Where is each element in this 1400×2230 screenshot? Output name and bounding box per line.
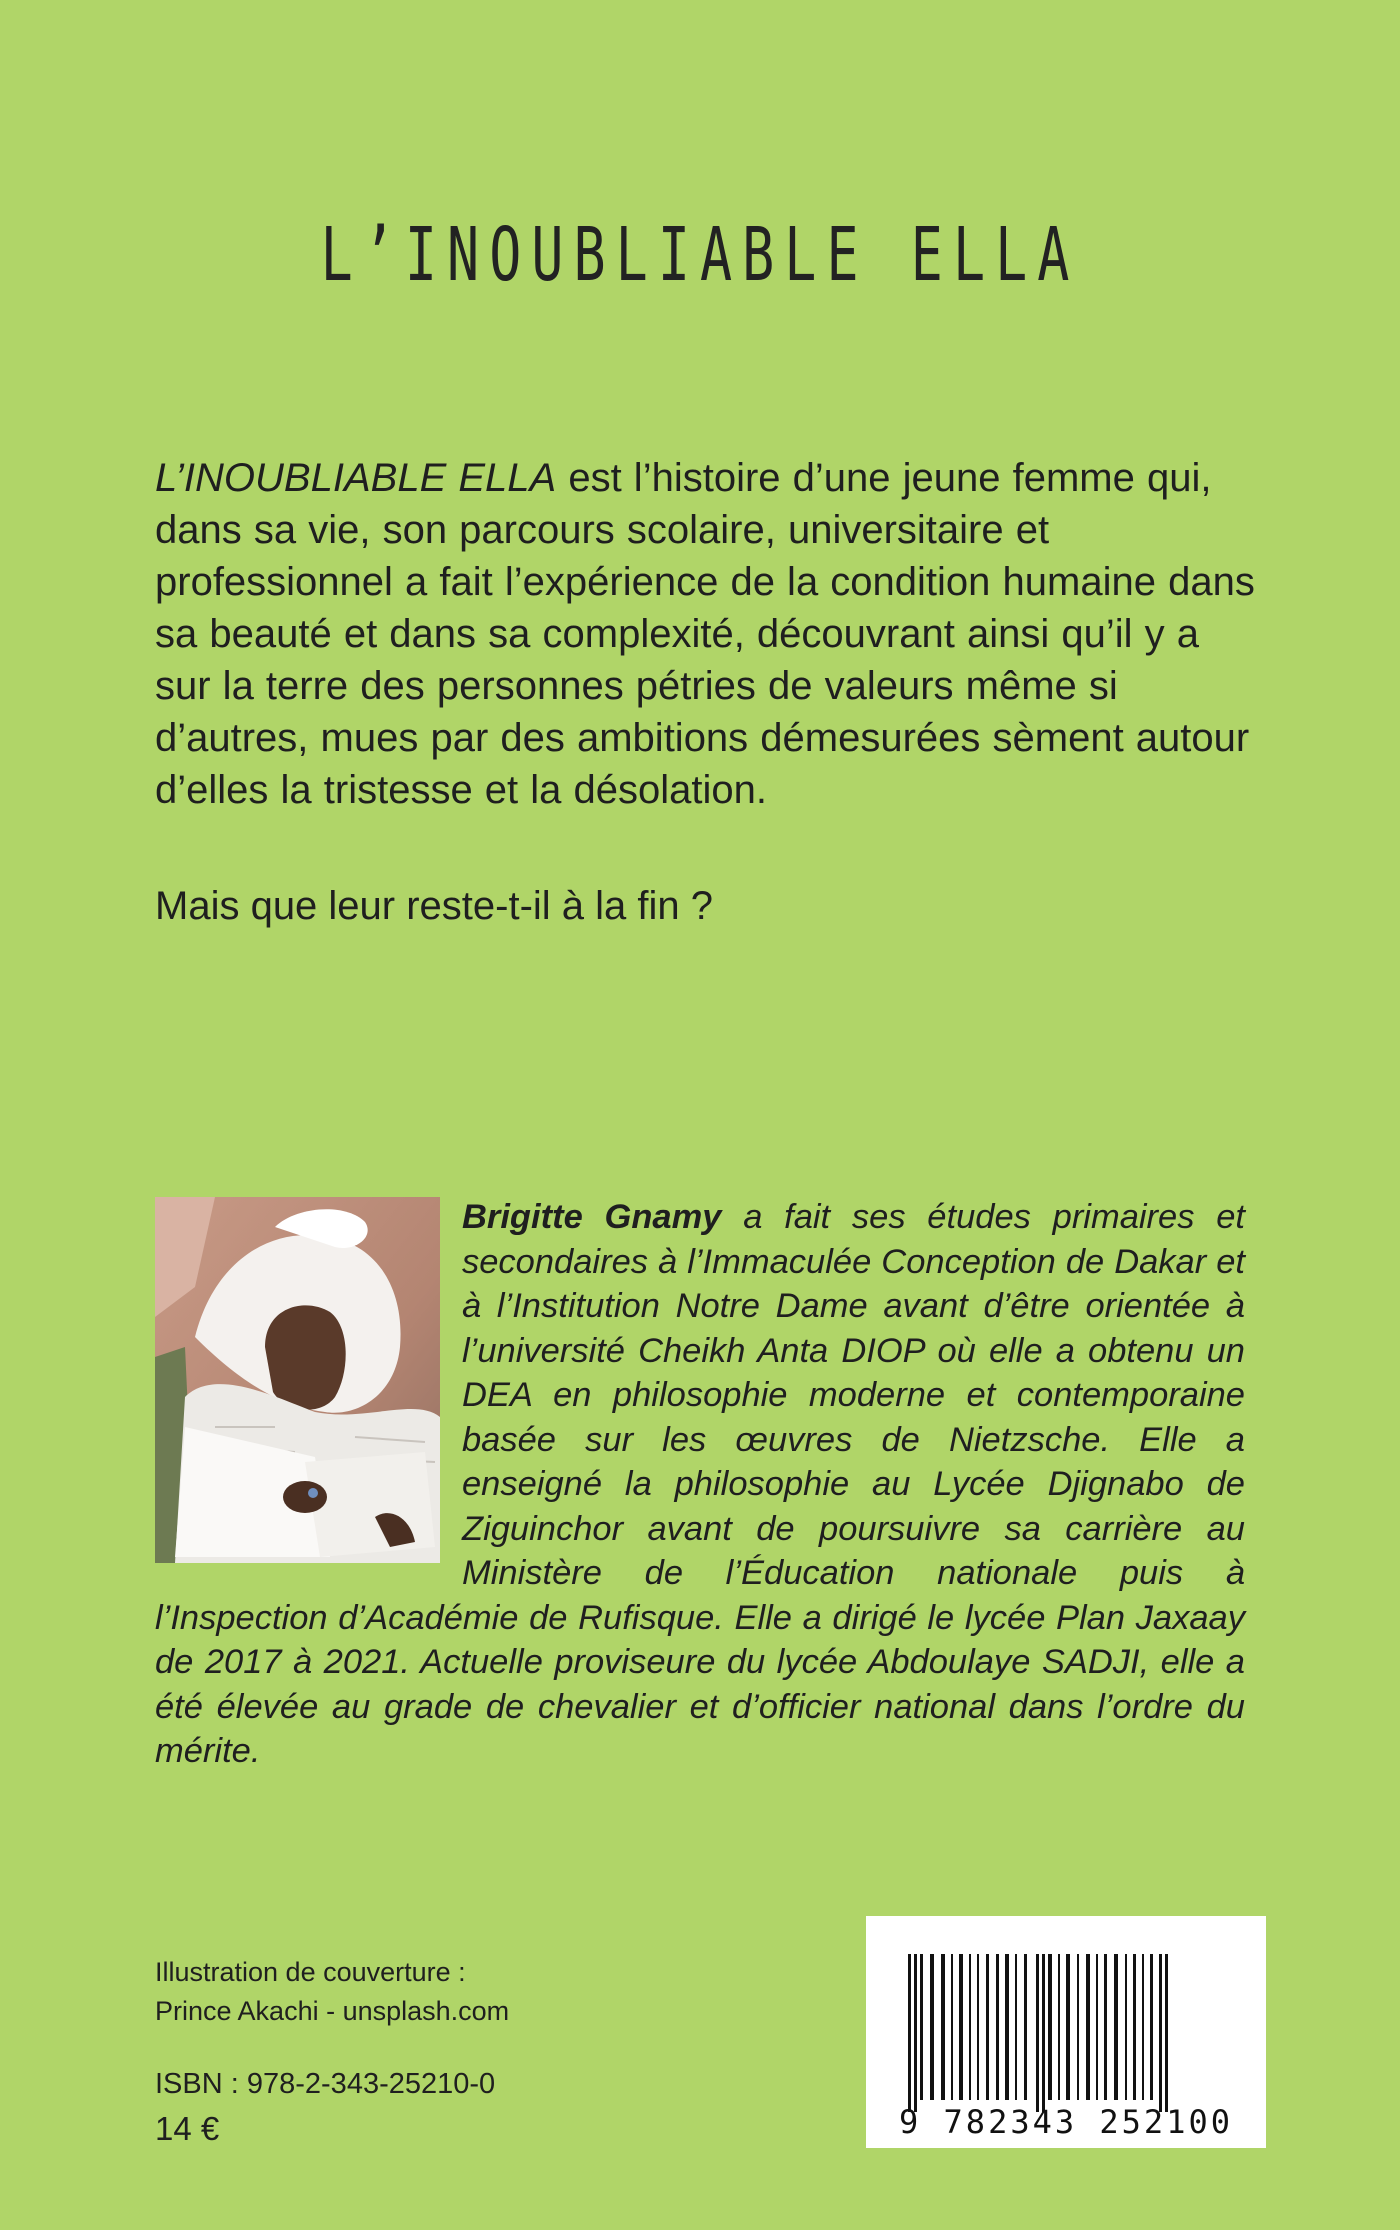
barcode-bar [1150,1954,1153,2100]
barcode-bar [1125,1954,1127,2100]
barcode-bar [914,1954,917,2112]
author-photo [155,1197,440,1563]
barcode [866,1916,1266,2148]
barcode-bar [1142,1954,1144,2100]
credit-line-1: Illustration de couverture : [155,1957,466,1987]
barcode-bar [996,1954,999,2100]
barcode-bar [1058,1954,1060,2100]
barcode-bar [1024,1954,1027,2100]
author-bio-text: a fait ses études primaires et secondaires à l’Immaculée Conception de Dakar et à l’Institution Notre Dame avant d’être orientée à l’université Cheikh Anta DIOP où elle a obtenu un DEA en philosophie moderne et contemporaine basée sur les œuvres de Nietzsche. Elle a enseigné la philosophie au Lycée Djignabo de Ziguinchor avant de poursuivre sa carrière au Ministère de l’Éducation nationale puis à l’Inspection d’Académie de Rufisque. Elle a dirigé le lycée Plan Jaxaay de 2017 à 2021. Actuelle proviseure du lycée Abdoulaye SADJI, elle a été élevée au grade de chevalier et d’officier national dans l’ordre du mérite. [155,1198,1245,1770]
synopsis-title: L’INOUBLIABLE ELLA [155,456,557,500]
barcode-bar [1042,1954,1045,2112]
barcode-bar [977,1954,979,2100]
cover-credit [155,1953,509,2031]
synopsis [155,452,1255,816]
barcode-bar [986,1954,989,2100]
barcode-bar [1048,1954,1052,2100]
barcode-bar [1086,1954,1090,2100]
barcode-bar [930,1954,934,2100]
barcode-bar [1036,1954,1039,2112]
author-bio [155,1195,1245,1774]
barcode-digits: 9 782343 252100 [899,2103,1233,2141]
barcode-bar [1104,1954,1107,2100]
price: 14 € [155,2110,220,2147]
barcode-bar [908,1954,911,2112]
book-title: L’INOUBLIABLE ELLA [320,212,1080,298]
closing-question: Mais que leur reste-t-il à la fin ? [155,884,714,928]
barcode-bar [969,1954,971,2100]
author-name: Brigitte Gnamy [462,1198,722,1236]
barcode-bar [1077,1954,1079,2100]
barcode-bar [1133,1954,1136,2100]
barcode-bar [941,1954,945,2100]
barcode-bar [1165,1954,1168,2112]
barcode-bar [1114,1954,1118,2100]
barcode-bar [920,1954,923,2100]
barcode-bar [1015,1954,1017,2100]
barcode-bar [1066,1954,1070,2100]
synopsis-text: est l’histoire d’une jeune femme qui, dans sa vie, son parcours scolaire, universitaire et professionnel a fait l’expérience de la condition humaine dans sa beauté et dans sa complexité, découvrant ainsi qu’il y a sur la terre des personnes pétries de valeurs même si d’autres, mues par des ambitions démesurées sèment autour d’elles la tristesse et la désolation. [155,456,1255,812]
isbn: ISBN : 978-2-343-25210-0 [155,2068,496,2100]
barcode-bar [951,1954,953,2100]
barcode-bar [1096,1954,1098,2100]
barcode-bar [1005,1954,1009,2100]
barcode-bar [1159,1954,1162,2112]
credit-line-2: Prince Akachi - unsplash.com [155,1996,510,2026]
barcode-bar [959,1954,963,2100]
